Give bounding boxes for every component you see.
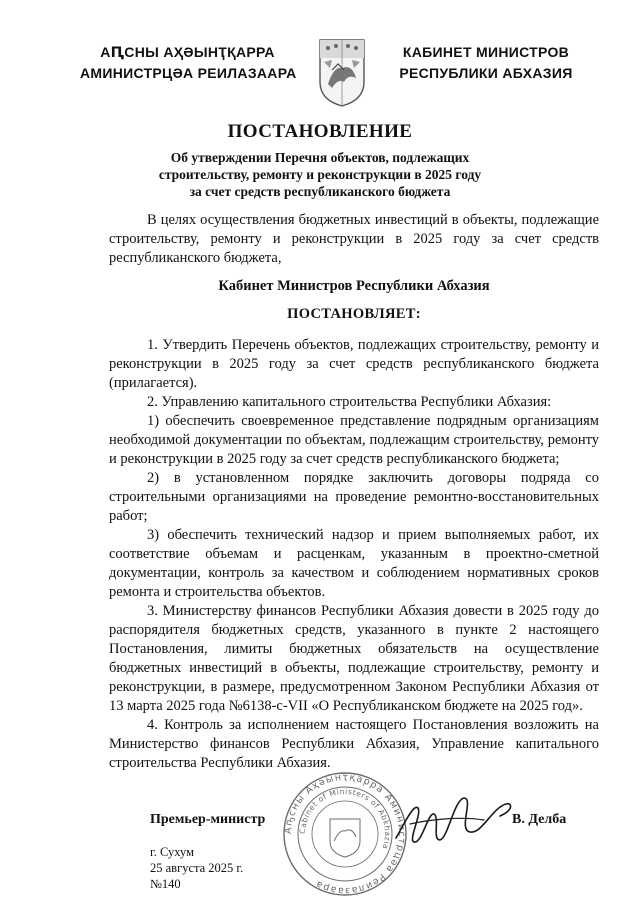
signatory-position: Премьер-министр xyxy=(150,812,266,827)
header-right-line1: КАБИНЕТ МИНИСТРОВ xyxy=(402,44,570,60)
item-1: 1. Утвердить Перечень объектов, подлежащих строительству, ремонту и реконструкции в 2025 году за счет средств республиканского бюджета (прилагается). xyxy=(109,337,599,391)
resolves-heading: ПОСТАНОВЛЯЕТ: xyxy=(287,306,421,322)
signatory-name: В. Делба xyxy=(512,812,567,827)
item-2-sub-2: 2) в установленном порядке заключить договоры подряда со строительными организациями на проведение ремонтно-восстановительных работ; xyxy=(109,470,599,524)
header-right-line2: РЕСПУБЛИКИ АБХАЗИЯ xyxy=(399,65,573,81)
subtitle-line1: Об утверждении Перечня объектов, подлежащих xyxy=(170,150,470,165)
header-left-line2: АМИНИСТРЦӘА РЕИЛАЗААРА xyxy=(80,65,297,81)
resolution-items xyxy=(109,336,599,773)
place-date: 25 августа 2025 г. xyxy=(150,861,244,875)
place-city: г. Сухум xyxy=(150,845,195,859)
item-2-sub-1: 1) обеспечить своевременное представление подрядным организациям необходимой документации по объектам, подлежащим строительству, ремонту и реконструкции в 2025 году за счет средств республиканского бюджета; xyxy=(109,413,599,467)
document-number: №140 xyxy=(150,877,181,891)
document-title: ПОСТАНОВЛЕНИЕ xyxy=(227,121,413,142)
cabinet-heading: Кабинет Министров Республики Абхазия xyxy=(218,278,490,294)
stamp-outer-text: Аҧсны Аҳәынҭқарра Аминистрцәа Реилазаара xyxy=(282,771,408,897)
coat-of-arms-icon xyxy=(318,38,366,108)
item-3: 3. Министерству финансов Республики Абхазия довести в 2025 году до распорядителя бюджетных средств, указанного в пункте 2 настоящего Постановления, лимиты бюджетных обязательств на осуществление бюджетных инвестиций в объекты, подлежащие строительству, ремонту и реконструкции, в размере, предусмотренном Законом Республики Абхазия от 13 марта 2025 года №6138-с-VII «О Республиканском бюджете на 2025 год». xyxy=(109,603,599,714)
header-left-line1: АԤСНЫ АҲӘЫНҬҚАРРА xyxy=(100,44,275,60)
subtitle-line3: за счет средств республиканского бюджета xyxy=(189,184,451,199)
place-date-number xyxy=(150,844,243,892)
item-2-sub-3: 3) обеспечить технический надзор и прием выполняемых работ, их соответствие объемам и расценкам, указанным в проектно-сметной документации, контроль за качеством и соблюдением нормативных сроков ремонта и строительства объектов. xyxy=(109,527,599,600)
handwritten-signature xyxy=(388,790,518,852)
subtitle-line2: строительству, ремонту и реконструкции в 2025 году xyxy=(158,167,482,182)
intro-paragraph xyxy=(109,211,599,268)
item-4: 4. Контроль за исполнением настоящего Постановления возложить на Министерство финансов Республики Абхазия, Управление капитального строительства Республики Абхазия. xyxy=(109,717,599,771)
stamp-inner-text: Cabinet of Ministers of Abkhazia xyxy=(297,786,393,851)
item-2: 2. Управлению капитального строительства Республики Абхазия: xyxy=(147,394,552,410)
intro-text: В целях осуществления бюджетных инвестиций в объекты, подлежащие строительству, ремонту и реконструкции в 2025 году за счет средств республиканского бюджета, xyxy=(109,212,599,266)
header-right-russian xyxy=(386,42,586,84)
document-subtitle xyxy=(110,149,530,200)
header-left-abkhaz xyxy=(80,42,295,84)
